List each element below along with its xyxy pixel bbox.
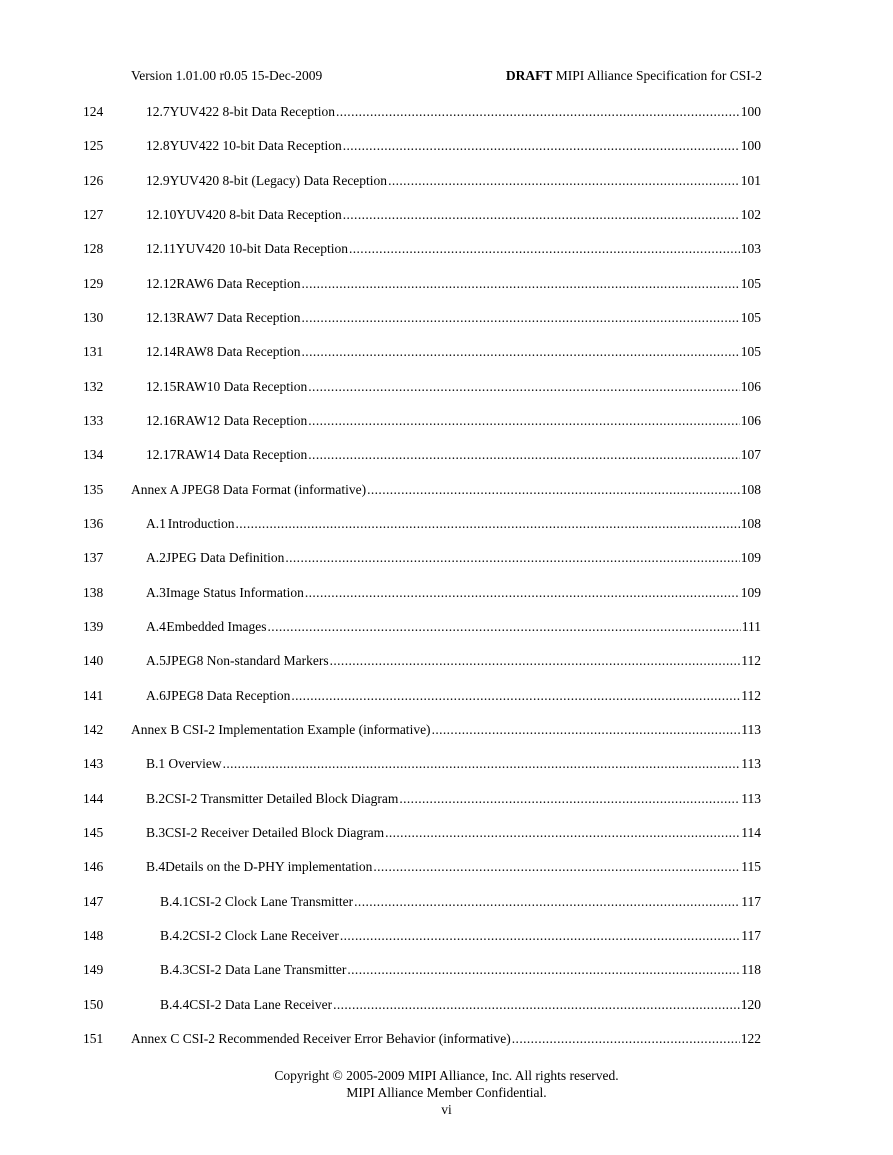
header-spec-title [506, 68, 762, 84]
toc-row [0, 310, 893, 344]
section-number: A.2 [146, 550, 166, 566]
toc-row [0, 447, 893, 481]
dot-leader [388, 173, 740, 189]
dot-leader [305, 585, 740, 601]
toc-entry[interactable] [146, 619, 761, 635]
section-number: B.1 [146, 756, 166, 772]
toc-entry[interactable] [146, 516, 761, 532]
line-number: 140 [83, 653, 104, 669]
dot-leader [291, 688, 740, 704]
section-title: RAW10 Data Reception [176, 378, 308, 394]
section-number: A.6 [146, 687, 166, 703]
page-number: 100 [740, 104, 761, 119]
section-number: B.2 [146, 790, 166, 806]
section-number: 12.15 [146, 378, 177, 394]
section-title: CSI-2 Data Lane Transmitter [189, 962, 347, 978]
toc-entry-annex[interactable] [131, 1031, 761, 1047]
header-draft-label: DRAFT [505, 68, 553, 83]
line-number: 143 [83, 756, 104, 772]
dot-leader [385, 825, 740, 841]
section-title: Overview [168, 756, 222, 772]
toc-row [0, 653, 893, 687]
page-number: 105 [740, 344, 761, 360]
dot-leader [336, 104, 740, 120]
dot-leader [302, 310, 740, 326]
header-spec-name: MIPI Alliance Specification for CSI-2 [552, 68, 762, 83]
line-number: 141 [83, 687, 104, 703]
toc-entry-annex[interactable] [131, 722, 761, 738]
line-number: 128 [83, 241, 104, 257]
toc-entry[interactable] [146, 344, 761, 360]
line-number: 127 [83, 206, 104, 222]
section-title: JPEG8 Non-standard Markers [165, 653, 329, 669]
line-number: 130 [83, 309, 104, 325]
line-number: 151 [83, 1030, 104, 1046]
toc-row [0, 619, 893, 653]
dot-leader [512, 1031, 740, 1047]
toc-row [0, 207, 893, 241]
toc-row [0, 859, 893, 893]
page-number: 118 [741, 962, 761, 978]
toc-entry[interactable] [160, 928, 761, 944]
line-number: 147 [83, 893, 104, 909]
page-number: 105 [740, 309, 761, 325]
section-title: CSI-2 Clock Lane Transmitter [189, 893, 354, 909]
section-number: A.5 [146, 653, 166, 669]
toc-entry[interactable] [146, 585, 761, 601]
line-number: 145 [83, 824, 104, 840]
dot-leader [340, 928, 740, 944]
toc-row [0, 962, 893, 996]
section-title: YUV422 10-bit Data Reception [169, 138, 342, 154]
line-number: 131 [83, 344, 104, 360]
toc-row [0, 276, 893, 310]
page-number: 117 [741, 927, 761, 943]
section-number: B.4.2 [160, 927, 190, 943]
dot-leader [343, 138, 740, 154]
line-number: 132 [83, 378, 104, 394]
dot-leader [373, 859, 740, 875]
table-of-contents [0, 104, 893, 1065]
section-title: RAW12 Data Reception [176, 412, 308, 428]
page-number: 112 [741, 653, 761, 669]
toc-row [0, 722, 893, 756]
toc-entry[interactable] [160, 962, 761, 978]
section-number: B.4.1 [160, 893, 190, 909]
page-number: 113 [741, 790, 761, 806]
line-number: 146 [83, 859, 104, 875]
toc-entry[interactable] [146, 653, 761, 669]
header-version: Version 1.01.00 r0.05 15-Dec-2009 [131, 68, 323, 83]
toc-entry[interactable] [146, 550, 761, 566]
dot-leader [347, 962, 740, 978]
section-number: 12.10 [146, 206, 177, 222]
section-title: YUV420 8-bit Data Reception [176, 206, 342, 222]
toc-entry[interactable] [146, 276, 761, 292]
dot-leader [285, 550, 739, 566]
toc-row [0, 104, 893, 138]
dot-leader [367, 482, 740, 498]
line-number: 133 [83, 412, 104, 428]
line-number: 150 [83, 996, 104, 1012]
section-title: RAW6 Data Reception [176, 275, 301, 291]
toc-entry[interactable] [146, 447, 761, 463]
toc-row [0, 482, 893, 516]
section-number: 12.8 [146, 138, 170, 154]
dot-leader [333, 997, 740, 1013]
toc-row [0, 585, 893, 619]
toc-row [0, 756, 893, 790]
page-number: 109 [740, 550, 761, 566]
page-number: 107 [740, 447, 761, 463]
dot-leader [399, 791, 740, 807]
section-title: Embedded Images [166, 618, 267, 634]
toc-entry[interactable] [146, 310, 761, 326]
toc-row [0, 791, 893, 825]
section-title: CSI-2 Data Lane Receiver [189, 996, 333, 1012]
line-number: 124 [83, 104, 104, 119]
toc-entry[interactable] [160, 894, 761, 910]
line-number: 142 [83, 721, 104, 737]
toc-row [0, 550, 893, 584]
line-number: 135 [83, 481, 104, 497]
toc-row [0, 413, 893, 447]
page-number: 100 [740, 138, 761, 154]
toc-entry[interactable] [160, 997, 761, 1013]
annex-title: Annex B CSI-2 Implementation Example (informative) [131, 721, 431, 737]
page-number: 113 [741, 721, 761, 737]
page-number-footer: vi [441, 1102, 452, 1117]
page-number: 113 [741, 756, 761, 772]
line-number: 139 [83, 618, 104, 634]
toc-entry[interactable] [146, 756, 761, 772]
section-number: A.4 [146, 618, 166, 634]
section-number: 12.7 [146, 104, 170, 119]
section-title: CSI-2 Transmitter Detailed Block Diagram [165, 790, 399, 806]
line-number: 126 [83, 172, 104, 188]
line-number: 137 [83, 550, 104, 566]
section-title: JPEG Data Definition [165, 550, 285, 566]
page-number: 109 [740, 584, 761, 600]
section-number: 12.11 [146, 241, 176, 257]
page-number: 101 [740, 172, 761, 188]
toc-row [0, 173, 893, 207]
confidentiality-notice: MIPI Alliance Member Confidential. [346, 1085, 547, 1100]
toc-entry[interactable] [146, 138, 761, 154]
section-number: B.4.3 [160, 962, 190, 978]
toc-row [0, 241, 893, 275]
page-number: 122 [740, 1030, 761, 1046]
page-number: 108 [740, 481, 761, 497]
section-number: 12.17 [146, 447, 177, 463]
line-number: 129 [83, 275, 104, 291]
annex-title: Annex C CSI-2 Recommended Receiver Error Behavior (informative) [131, 1030, 511, 1046]
line-number: 125 [83, 138, 104, 154]
toc-entry[interactable] [146, 379, 761, 395]
toc-row [0, 894, 893, 928]
section-title: JPEG8 Data Reception [165, 687, 291, 703]
page-number: 115 [741, 859, 761, 875]
section-title: RAW7 Data Reception [176, 309, 301, 325]
annex-title: Annex A JPEG8 Data Format (informative) [131, 481, 367, 497]
toc-entry[interactable] [146, 413, 761, 429]
toc-entry[interactable] [146, 859, 761, 875]
dot-leader [236, 516, 740, 532]
section-title: Introduction [167, 515, 235, 531]
section-number: 12.14 [146, 344, 177, 360]
toc-row [0, 344, 893, 378]
dot-leader [343, 207, 740, 223]
toc-entry[interactable] [146, 241, 761, 257]
page-number: 105 [740, 275, 761, 291]
dot-leader [308, 379, 739, 395]
page-number: 117 [741, 893, 761, 909]
section-title: CSI-2 Receiver Detailed Block Diagram [165, 824, 385, 840]
dot-leader [223, 756, 741, 772]
toc-row [0, 928, 893, 962]
page-footer [0, 1067, 893, 1118]
section-number: A.3 [146, 584, 166, 600]
line-number: 148 [83, 927, 104, 943]
toc-entry[interactable] [146, 688, 761, 704]
page-number: 111 [741, 618, 761, 634]
section-title: Details on the D-PHY implementation [165, 859, 373, 875]
line-number: 136 [83, 515, 104, 531]
toc-row [0, 138, 893, 172]
section-title: Image Status Information [165, 584, 304, 600]
dot-leader [268, 619, 741, 635]
section-number: 12.16 [146, 412, 177, 428]
section-title: YUV420 8-bit (Legacy) Data Reception [169, 172, 388, 188]
toc-entry[interactable] [146, 104, 761, 120]
toc-row [0, 997, 893, 1031]
toc-row [0, 516, 893, 550]
page-number: 106 [740, 378, 761, 394]
line-number: 144 [83, 790, 104, 806]
toc-row [0, 688, 893, 722]
toc-row [0, 379, 893, 413]
dot-leader [349, 241, 740, 257]
toc-entry[interactable] [146, 825, 761, 841]
page-number: 108 [740, 515, 761, 531]
dot-leader [308, 413, 739, 429]
page-number: 114 [741, 824, 761, 840]
section-title: RAW8 Data Reception [176, 344, 301, 360]
section-number: 12.12 [146, 275, 177, 291]
page-number: 120 [740, 996, 761, 1012]
toc-entry[interactable] [146, 173, 761, 189]
page-number: 102 [740, 206, 761, 222]
section-number: B.4.4 [160, 996, 190, 1012]
section-number: 12.9 [146, 172, 170, 188]
dot-leader [330, 653, 741, 669]
page-number: 112 [741, 687, 761, 703]
toc-entry-annex[interactable] [131, 482, 761, 498]
section-title: YUV420 10-bit Data Reception [175, 241, 348, 257]
line-number: 138 [83, 584, 104, 600]
dot-leader [432, 722, 741, 738]
copyright-notice: Copyright © 2005-2009 MIPI Alliance, Inc. All rights reserved. [274, 1068, 619, 1083]
page-number: 103 [740, 241, 761, 257]
toc-entry[interactable] [146, 791, 761, 807]
line-number: 149 [83, 962, 104, 978]
dot-leader [302, 344, 740, 360]
line-number: 134 [83, 447, 104, 463]
section-title: YUV422 8-bit Data Reception [169, 104, 335, 119]
dot-leader [302, 276, 740, 292]
section-number: B.3 [146, 824, 166, 840]
section-number: B.4 [146, 859, 166, 875]
section-number: A.1 [146, 515, 166, 531]
page-number: 106 [740, 412, 761, 428]
toc-entry[interactable] [146, 207, 761, 223]
toc-row [0, 825, 893, 859]
toc-row [0, 1031, 893, 1065]
section-title: RAW14 Data Reception [176, 447, 308, 463]
dot-leader [354, 894, 740, 910]
section-number: 12.13 [146, 309, 177, 325]
section-title: CSI-2 Clock Lane Receiver [189, 927, 339, 943]
dot-leader [308, 447, 739, 463]
